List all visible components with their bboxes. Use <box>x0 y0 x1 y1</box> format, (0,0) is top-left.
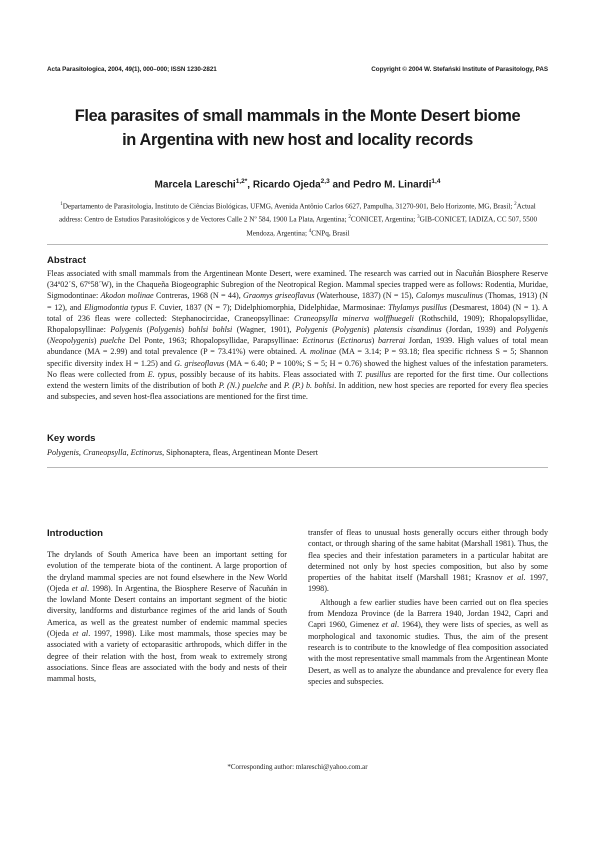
abstract-heading: Abstract <box>47 255 86 266</box>
affil-marker: 4 <box>308 228 312 234</box>
title-line-2: in Argentina with new host and locality records <box>122 131 473 149</box>
author-1-affil: 1,2* <box>235 178 248 185</box>
affil-text: Departamento de Parasitologia, Instituto de Ciências Biológicas, UFMG, Avenida Antônio Carlos 6627, Pampulha, 31270-901, Belo Horizonte, MG, Brasil; <box>62 202 515 211</box>
affil-text: GIB-CONICET, IADIZA, CC 507, 5500 Mendoza, Argentina; <box>246 215 538 238</box>
paragraph: transfer of fleas to unusual hosts generally occurs either through body contact, or through sharing of the same habitat (Marshall 1981). Thus, the flea species and their infestation parameters in a particular habitat are determined not only by host species composition, but also by some properties of the habitat itself (Marshall 1981; Krasnov et al. 1997, 1998). <box>308 528 548 594</box>
copyright-notice: Copyright © 2004 W. Stefański Institute of Parasitology, PAS <box>371 66 548 73</box>
affil-text: CONICET, Argentina; <box>350 215 418 224</box>
paragraph: The drylands of South America have been an important setting for evolution of the temperate biota of the continent. A large proportion of the dryland mammal species are not found elsewhere in the New World (Ojeda et al. 1998). In Argentina, the Biosphere Reserve of Ñacuñán in the lowland Monte Desert contains an important segment of the biotic diversity, landforms and disturbance regimes of the arid lands of South America, as well as the greatest number of endemic mammal species (Ojeda et al. 1997, 1998). Like most mammals, those species may be associated with a variety of ectoparasitic arthropods, which differ in the degree of their relation with the host, from weak to extremely strong associations. Since fleas are associated with the body and nests of their mammal hosts, <box>47 550 288 684</box>
author-sep: and <box>329 179 354 191</box>
author-sep: , <box>247 179 253 191</box>
affil-marker: 3 <box>417 215 420 221</box>
paragraph: Although a few earlier studies have been carried out on flea species from Mendoza Province (de la Barrera 1940, Jordan 1942, Capri and Capri 1960, Gimenez et al. 1964), they were lists of species, as well as morphological and taxonomic studies. Thus, the aim of the present research is to contribute to the knowledge of flea composition associated with the most representative small mammals from the Argentinean Monte Desert, as well as to analyze the abundance and prevalence for every flea species and subspecies. <box>308 597 549 686</box>
introduction-heading: Introduction <box>47 528 103 539</box>
intro-left-column <box>47 549 287 685</box>
keywords-list: Polygenis, Craneopsylla, Ectinorus, Siphonaptera, fleas, Argentinean Monte Desert <box>47 448 318 457</box>
author-3: Pedro M. Linardi <box>353 179 432 191</box>
divider <box>47 467 548 468</box>
journal-citation: Acta Parasitologica, 2004, 49(1), 000–000; ISSN 1230-2821 <box>47 66 217 73</box>
author-3-affil: 1,4 <box>431 178 441 185</box>
keywords-heading: Key words <box>47 433 96 444</box>
affil-text: Actual address: Centro de Estudios Parasitológicos y de Vectores Calle 2 Nº 584, 1900 La Plata, Argentina; <box>58 202 536 224</box>
title-line-1: Flea parasites of small mammals in the Monte Desert biome <box>74 107 521 125</box>
abstract-body: Fleas associated with small mammals from the Argentinean Monte Desert, were examined. The research was carried out in Ñacuñán Biosphere Reserve (34º02´S, 67º58´W), in the Chaqueña Biogeographic Subregion of the Neotropical Region. Mammal species trapped were as follows: Rodentia, Muridae, Sigmodontinae: Akodon molinae Contreras, 1968 (N = 44), Graomys griseoflavus (Waterhouse, 1837) (N = 15), Calomys musculinus (Thomas, 1913) (N = 12), and Eligmodontia typus F. Cuvier, 1837 (N = 7); Didelphiomorphia, Didelphidae, Marmosinae: Thylamys pusillus (Desmarest, 1804) (N = 1). A total of 236 fleas were collected: Stephanocircidae, Craneopsyllinae: Craneopsylla minerva wolffhuegeli (Rothschild, 1909); Rhopalopsyllidae, Rhopalopsyllinae: Polygenis (Polygenis) bohlsi bohlsi (Wagner, 1901), Polygenis (Polygenis) platensis cisandinus (Jordan, 1939) and Polygenis (Neopolygenis) puelche Del Ponte, 1963; Rhopalopsyllidae, Parapsyllinae: Ectinorus (Ectinorus) barrerai Jordan, 1939. High values of total mean abundance (MA = 2.99) and total prevalence (P = 73.41%) were obtained. A. molinae (MA = 3.14; P = 93.18; flea specific richness S = 5; Shannon specific diversity index H = 1.25) and G. griseoflavus (MA = 6.40; P = 100%; S = 5; H = 0.76) showed the highest values of the infestation parameters. No fleas were collected from E. typus, possibly because of its habits. Fleas associated with T. pusillus are reported for the first time. Our collections extend the western limits of the distribution of both P. (N.) puelche and P. (P.) b. bohlsi. In addition, new host species are reported for every flea species and subspecies, and seven host-flea associations are mentioned for the first time. <box>47 269 549 402</box>
running-header <box>47 66 548 78</box>
article-title <box>47 104 548 152</box>
intro-right-column <box>308 527 548 687</box>
affil-text: CNPq, Brasil <box>311 229 350 238</box>
affil-marker: 1 <box>60 202 63 207</box>
author-1: Marcela Lareschi <box>154 179 236 191</box>
author-2: Ricardo Ojeda <box>252 179 321 191</box>
author-list <box>47 178 548 190</box>
divider <box>47 244 548 245</box>
corresponding-author: *Corresponding author: mlareschi@yahoo.com.ar <box>227 763 368 771</box>
affil-marker: 2 <box>348 215 351 221</box>
affiliations <box>50 199 546 239</box>
affil-marker: 2 <box>514 202 517 207</box>
author-2-affil: 2,3 <box>320 178 330 185</box>
